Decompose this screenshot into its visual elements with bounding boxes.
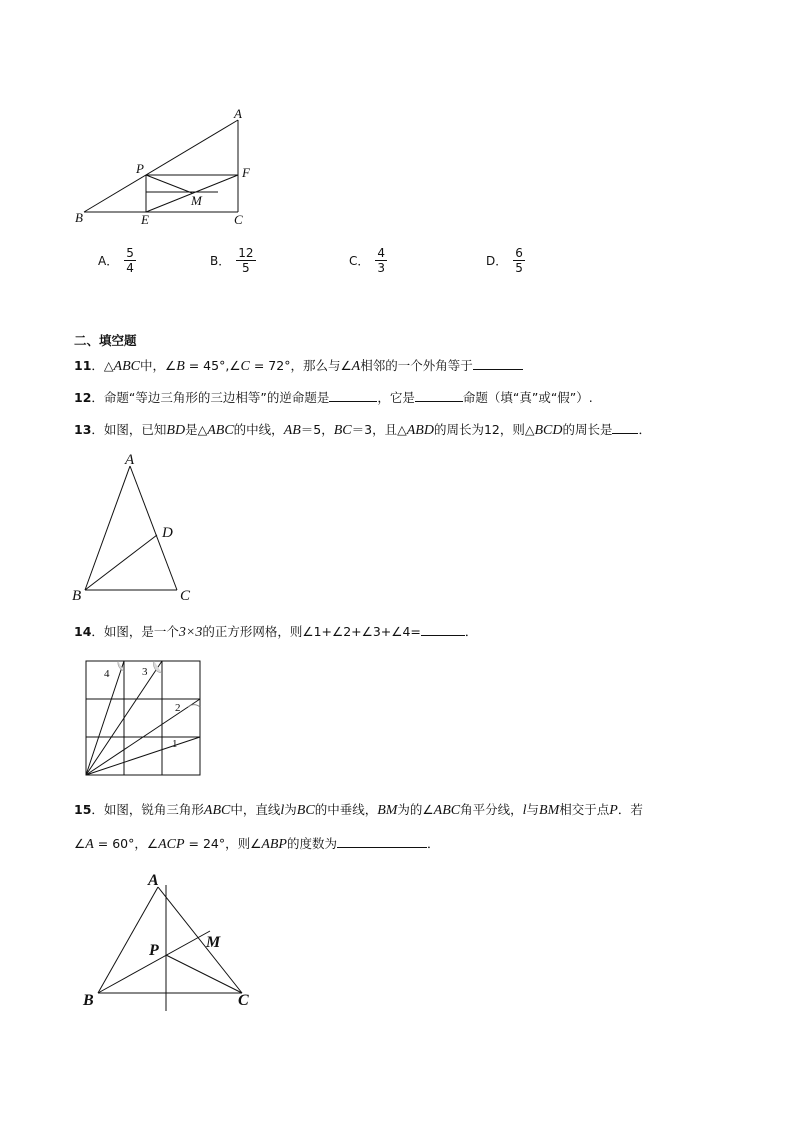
angle-2-arc xyxy=(188,705,200,707)
q15-l2-math-2: ACP xyxy=(158,837,185,852)
option-c-num: 4 xyxy=(377,246,386,260)
label-D-13: D xyxy=(162,525,173,541)
segment-AB-13 xyxy=(85,466,130,590)
q15-l2-text-3: = 24°，则∠ xyxy=(184,836,262,851)
q11-text-5: 相邻的一个外角等于 xyxy=(360,358,473,373)
q15-math-6: l xyxy=(522,803,527,818)
q13-math-1: BD xyxy=(166,423,186,438)
label-M-15: M xyxy=(206,934,221,951)
option-b-num: 12 xyxy=(238,246,254,260)
q12-blank-1[interactable] xyxy=(329,389,377,402)
q15-l2-text-5: ． xyxy=(427,836,440,851)
option-a-label: A． xyxy=(98,254,119,268)
angle-label-2: 2 xyxy=(175,702,181,714)
q13-math-5: ABD xyxy=(406,423,434,438)
q14-text-3: ． xyxy=(464,624,478,639)
angle-label-1: 1 xyxy=(172,738,178,750)
q15-text-3: 为 xyxy=(284,802,297,817)
figure-q14-grid xyxy=(80,655,210,783)
q13-text-4: ＝5， xyxy=(300,422,334,437)
option-d[interactable] xyxy=(486,246,525,275)
option-b-label: B． xyxy=(210,254,231,268)
label-P: P xyxy=(136,161,144,176)
q13-text-3: 的中线， xyxy=(233,422,284,437)
question-11 xyxy=(74,357,523,375)
q14-number: 14 xyxy=(74,624,92,639)
q13-math-2: ABC xyxy=(207,423,234,438)
q12-text-1: ．命题“等边三角形的三边相等”的逆命题是 xyxy=(91,390,330,405)
option-b-fraction xyxy=(236,246,255,275)
option-c-fraction xyxy=(375,246,387,275)
angle-label-4: 4 xyxy=(104,668,110,680)
q13-text-1: ．如图，已知 xyxy=(91,422,167,437)
q15-text-8: 相交于点 xyxy=(559,802,610,817)
q15-text-2: 中，直线 xyxy=(230,802,281,817)
q14-math-1: 3×3 xyxy=(178,625,203,640)
label-C-13: C xyxy=(180,588,191,604)
q11-text-1: ．△ xyxy=(91,358,114,373)
segment-BM xyxy=(98,931,210,993)
q15-math-2: l xyxy=(280,803,285,818)
option-c[interactable] xyxy=(349,246,387,275)
option-a-den: 4 xyxy=(126,261,134,275)
q15-math-8: P xyxy=(609,803,618,818)
label-B-13: B xyxy=(72,588,82,604)
q11-math-4: A xyxy=(351,359,361,374)
q14-answer-blank[interactable] xyxy=(421,623,465,636)
q15-text-1: ．如图，锐角三角形 xyxy=(91,802,204,817)
segment-AC-15 xyxy=(158,887,242,993)
segment-AB-15 xyxy=(98,887,158,993)
q15-math-7: BM xyxy=(539,803,560,818)
q11-text-2: 中，∠ xyxy=(139,358,177,373)
question-15-line-2 xyxy=(74,835,440,853)
segment-PM xyxy=(146,175,192,193)
q15-l2-text-1: ∠ xyxy=(74,836,86,851)
option-c-den: 3 xyxy=(377,261,386,275)
label-A-13: A xyxy=(125,452,135,468)
segment-PC xyxy=(166,955,242,993)
q13-text-7: 的周长是 xyxy=(562,422,613,437)
q15-text-6: 角平分线， xyxy=(460,802,523,817)
label-F: F xyxy=(242,165,250,180)
angle-label-3: 3 xyxy=(142,666,148,678)
option-a-fraction xyxy=(124,246,136,275)
figure-q15 xyxy=(70,865,270,1025)
option-c-label: C． xyxy=(349,254,370,268)
q15-l2-math-1: A xyxy=(85,837,94,852)
q15-l2-text-4: 的度数为 xyxy=(286,836,337,851)
label-A-15: A xyxy=(148,872,159,889)
segment-BD-13 xyxy=(85,535,157,590)
q11-math-2: B xyxy=(176,359,185,374)
q15-answer-blank[interactable] xyxy=(337,835,427,848)
question-15-line-1 xyxy=(74,802,643,819)
q13-text-2: 是△ xyxy=(185,422,208,437)
q11-answer-blank[interactable] xyxy=(473,357,523,370)
question-14 xyxy=(74,623,477,641)
label-P-15: P xyxy=(149,942,159,959)
q12-text-2: ，它是 xyxy=(377,390,415,405)
section-title: 二、填空题 xyxy=(74,333,137,348)
figure-q13 xyxy=(60,448,210,608)
option-d-num: 6 xyxy=(515,246,523,260)
q11-math-1: ABC xyxy=(113,359,140,374)
option-d-den: 5 xyxy=(515,261,523,275)
q14-text-1: ．如图，是一个 xyxy=(91,624,179,639)
q15-number: 15 xyxy=(74,802,92,817)
q11-math-3: C xyxy=(240,359,250,374)
question-12 xyxy=(74,389,593,406)
q13-text-6: 的周长为12，则△ xyxy=(433,422,535,437)
q13-math-3: AB xyxy=(283,423,301,438)
option-a-num: 5 xyxy=(126,246,134,260)
q15-math-3: BC xyxy=(296,803,315,818)
option-d-fraction xyxy=(513,246,525,275)
q13-math-4: BC xyxy=(333,423,352,438)
option-b-den: 5 xyxy=(242,261,250,275)
figure-q10 xyxy=(0,0,794,240)
q13-text-5: ＝3，且△ xyxy=(351,422,407,437)
q15-text-9: ．若 xyxy=(617,802,643,817)
q13-answer-blank[interactable] xyxy=(612,421,638,434)
q15-l2-text-2: = 60°，∠ xyxy=(93,836,159,851)
q12-blank-2[interactable] xyxy=(415,389,463,402)
q14-text-2: 的正方形网格，则∠1+∠2+∠3+∠4= xyxy=(202,624,421,639)
label-M: M xyxy=(191,193,202,208)
q11-number: 11 xyxy=(74,358,92,373)
q15-math-4: BM xyxy=(377,803,398,818)
label-A: A xyxy=(234,106,242,121)
option-b[interactable] xyxy=(210,246,256,275)
q12-number: 12 xyxy=(74,390,92,405)
option-a[interactable] xyxy=(98,246,136,275)
q15-math-5: ABC xyxy=(433,803,461,818)
label-B-15: B xyxy=(83,992,94,1009)
ray-1 xyxy=(86,737,200,775)
q15-text-5: 为的∠ xyxy=(397,802,434,817)
q13-text-8: ． xyxy=(638,422,651,437)
q13-math-6: BCD xyxy=(534,423,563,438)
q15-math-1: ABC xyxy=(203,803,231,818)
segment-AB xyxy=(84,120,238,212)
label-C-15: C xyxy=(238,992,249,1009)
q11-text-3: = 45°,∠ xyxy=(184,358,241,373)
label-B: B xyxy=(75,210,83,225)
q15-text-4: 的中垂线， xyxy=(314,802,378,817)
q13-number: 13 xyxy=(74,422,92,437)
q11-text-4: = 72°，那么与∠ xyxy=(249,358,352,373)
question-13 xyxy=(74,421,651,439)
q15-text-7: 与 xyxy=(526,802,540,817)
label-C: C xyxy=(234,212,243,227)
option-d-label: D． xyxy=(486,254,508,268)
q12-text-3: 命题（填“真”或“假”）. xyxy=(462,390,593,405)
q15-l2-math-3: ABP xyxy=(261,837,287,852)
label-E: E xyxy=(141,212,149,227)
